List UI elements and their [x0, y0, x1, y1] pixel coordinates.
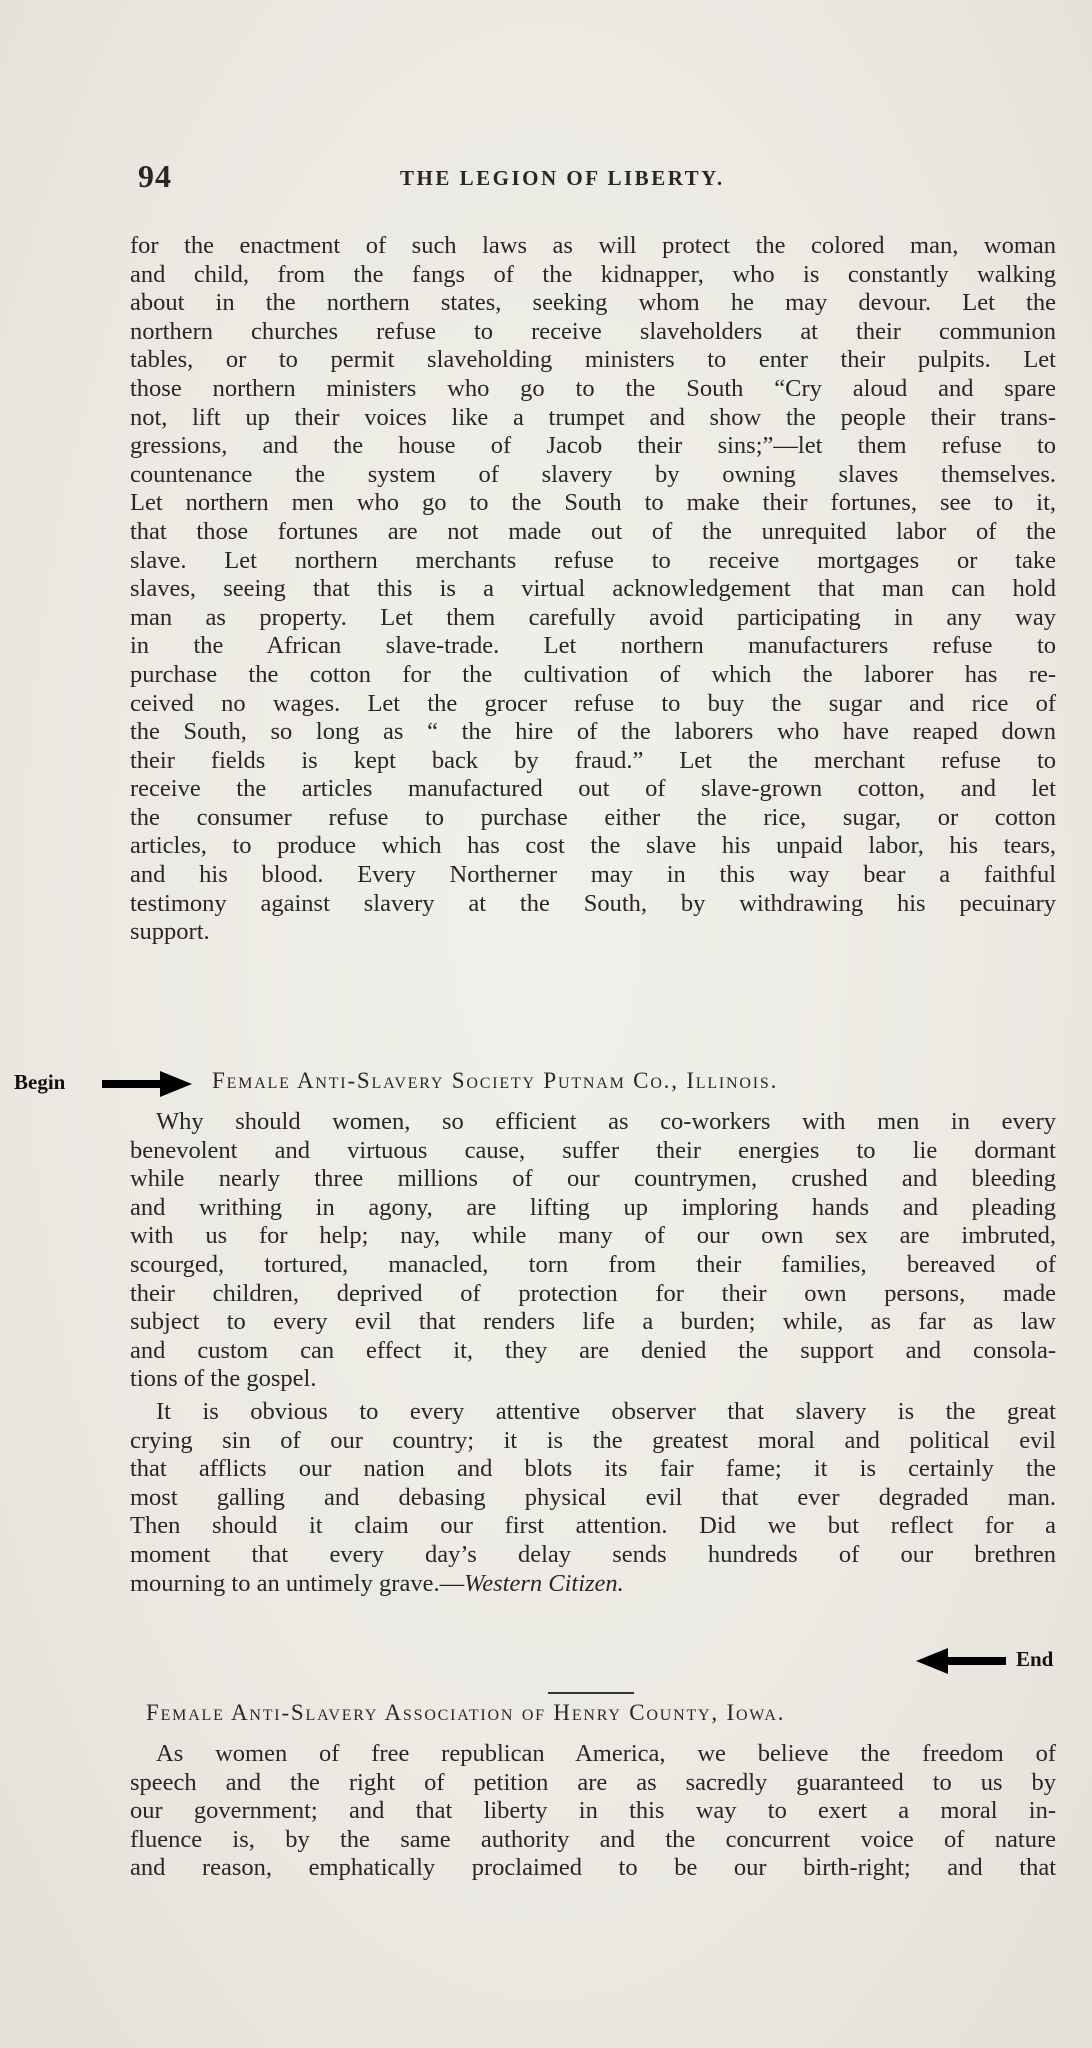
end-label: End: [1016, 1647, 1054, 1671]
text-line: support.: [130, 918, 210, 946]
henry-paragraph-1: [130, 1740, 1056, 1883]
text-line: slaves, seeing that this is a virtual acknowledgement that man can hold: [130, 575, 1056, 603]
text-line: in the African slave-trade. Let northern manufacturers refuse to: [130, 632, 1056, 660]
text-line: scourged, tortured, manacled, torn from their families, bereaved of: [130, 1250, 1056, 1278]
text-line: tables, or to permit slaveholding ministers to enter their pulpits. Let: [130, 346, 1056, 374]
text-line: and his blood. Every Northerner may in this way bear a faithful: [130, 861, 1056, 889]
text-line: Then should it claim our first attention. Did we but reflect for a: [130, 1512, 1056, 1540]
text-line: while nearly three millions of our countrymen, crushed and bleeding: [130, 1165, 1056, 1193]
text-line: and custom can effect it, they are denied the support and consola-: [130, 1336, 1056, 1364]
text-line: and writhing in agony, are lifting up imploring hands and pleading: [130, 1193, 1056, 1221]
begin-label: Begin: [14, 1070, 66, 1094]
text-line: our government; and that liberty in this way to exert a moral in-: [130, 1797, 1056, 1825]
putnam-paragraph-1: [130, 1108, 1056, 1394]
section-heading-henry: Female Anti-Slavery Association of Henry County, Iowa.: [146, 1700, 786, 1725]
text-line: crying sin of our country; it is the greatest moral and political evil: [130, 1426, 1056, 1454]
text-line: slave. Let northern merchants refuse to receive mortgages or take: [130, 546, 1056, 574]
page-number: 94: [138, 158, 172, 194]
text-line: northern churches refuse to receive slaveholders at their communion: [130, 317, 1056, 345]
text-line: gressions, and the house of Jacob their sins;”—let them refuse to: [130, 432, 1056, 460]
text-line: those northern ministers who go to the South “Cry aloud and spare: [130, 374, 1056, 402]
closing-text: mourning to an untimely grave.—: [130, 1569, 465, 1597]
text-line: for the enactment of such laws as will protect the colored man, woman: [130, 232, 1056, 259]
closing-line: [130, 1570, 1056, 1599]
running-head: THE LEGION OF LIBERTY.: [400, 166, 725, 190]
page-header: [138, 158, 1068, 200]
arrow-left-icon: [916, 1648, 1006, 1674]
text-line: ceived no wages. Let the grocer refuse to buy the sugar and rice of: [130, 689, 1056, 717]
text-line: testimony against slavery at the South, by withdrawing his pecuinary: [130, 889, 1056, 917]
section-divider: [548, 1692, 634, 1694]
text-line: their fields is kept back by fraud.” Let the merchant refuse to: [130, 746, 1056, 774]
text-line: countenance the system of slavery by owning slaves themselves.: [130, 460, 1056, 488]
text-line: the South, so long as “ the hire of the laborers who have reaped down: [130, 718, 1056, 746]
section-heading-putnam: Female Anti-Slavery Society Putnam Co., Illinois.: [212, 1068, 779, 1093]
arrow-right-icon: [102, 1071, 192, 1097]
text-line: fluence is, by the same authority and the concurrent voice of nature: [130, 1825, 1056, 1853]
text-line: purchase the cotton for the cultivation of which the laborer has re-: [130, 660, 1056, 688]
text-line: most galling and debasing physical evil that ever degraded man.: [130, 1483, 1056, 1511]
intro-paragraph: [130, 232, 1056, 947]
text-line: that those fortunes are not made out of the unrequited labor of the: [130, 517, 1056, 545]
text-line: It is obvious to every attentive observer that slavery is the great: [156, 1398, 1056, 1425]
text-line: the consumer refuse to purchase either the rice, sugar, or cotton: [130, 803, 1056, 831]
putnam-paragraph-2: [130, 1398, 1056, 1598]
text-line: not, lift up their voices like a trumpet and show the people their trans-: [130, 403, 1056, 431]
text-line: articles, to produce which has cost the slave his unpaid labor, his tears,: [130, 832, 1056, 860]
text-line: speech and the right of petition are as sacredly guaranteed to us by: [130, 1768, 1056, 1796]
text-line: subject to every evil that renders life a burden; while, as far as law: [130, 1308, 1056, 1336]
source-citation: Western Citizen.: [464, 1569, 624, 1597]
text-line: that afflicts our nation and blots its fair fame; it is certainly the: [130, 1455, 1056, 1483]
text-line: with us for help; nay, while many of our own sex are imbruted,: [130, 1222, 1056, 1250]
text-line: receive the articles manufactured out of slave-grown cotton, and let: [130, 775, 1056, 803]
text-line: Let northern men who go to the South to make their fortunes, see to it,: [130, 489, 1056, 517]
text-line: moment that every day’s delay sends hundreds of our brethren: [130, 1540, 1056, 1568]
text-line: and child, from the fangs of the kidnapper, who is constantly walking: [130, 260, 1056, 288]
text-line: man as property. Let them carefully avoid participating in any way: [130, 603, 1056, 631]
text-line: and reason, emphatically proclaimed to be our birth-right; and that: [130, 1854, 1056, 1882]
text-line: their children, deprived of protection for their own persons, made: [130, 1279, 1056, 1307]
text-line: benevolent and virtuous cause, suffer their energies to lie dormant: [130, 1136, 1056, 1164]
text-line: Why should women, so efficient as co-workers with men in every: [156, 1108, 1056, 1135]
text-line: As women of free republican America, we believe the freedom of: [156, 1740, 1056, 1767]
text-line: tions of the gospel.: [130, 1365, 317, 1393]
text-line: about in the northern states, seeking whom he may devour. Let the: [130, 289, 1056, 317]
